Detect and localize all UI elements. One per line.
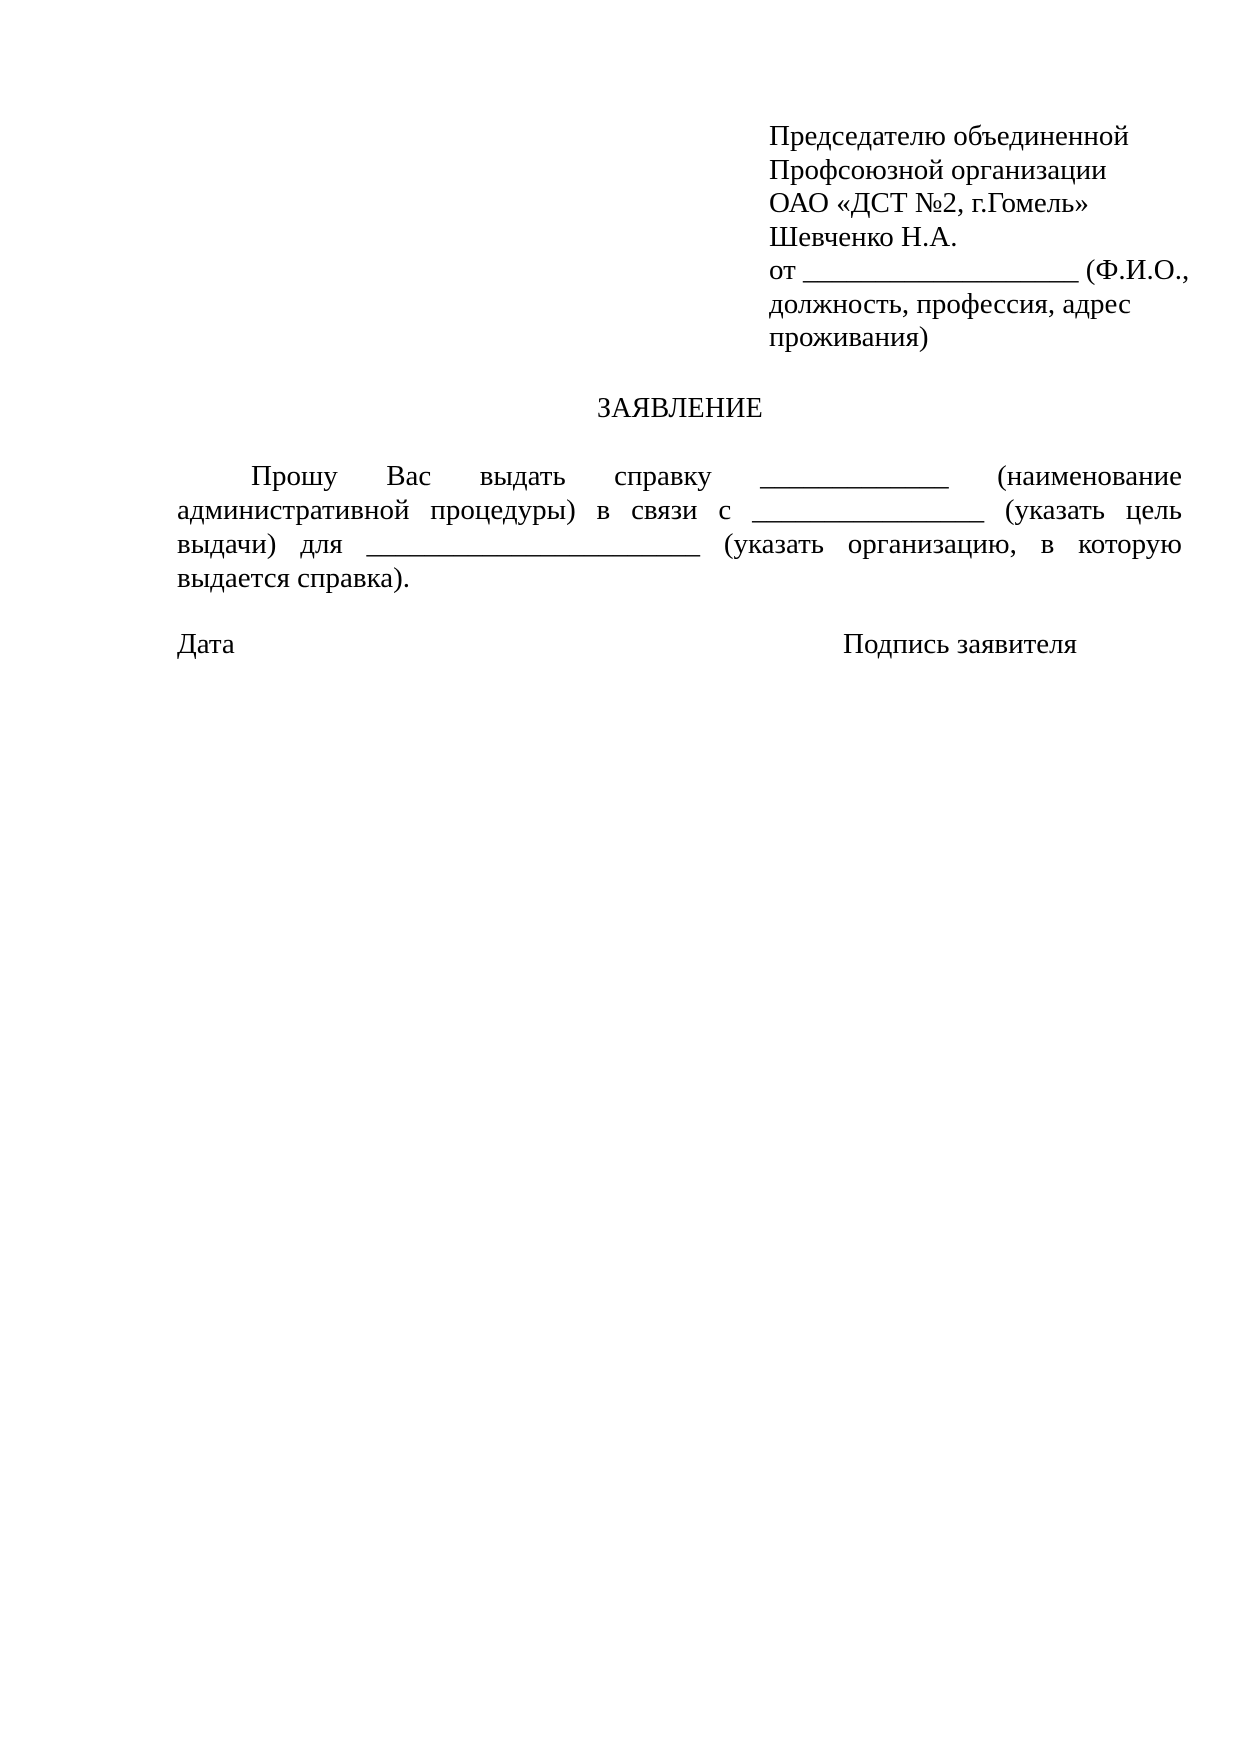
word: Прошу — [251, 460, 338, 492]
word: выдается справка). — [177, 562, 411, 594]
blank-line: ________________ — [752, 494, 985, 526]
word: выдачи) — [177, 528, 277, 560]
word: Вас — [386, 460, 432, 492]
word: в — [1040, 528, 1055, 560]
word: (указать — [723, 528, 824, 560]
paragraph-line — [177, 493, 1182, 527]
paragraph-line — [177, 561, 1182, 595]
signature-label: Подпись заявителя — [843, 628, 1077, 660]
word: в — [596, 494, 611, 526]
blank-line: _______________________ — [366, 528, 701, 560]
addressee-line: от ___________________ (Ф.И.О., — [769, 254, 1190, 286]
addressee-line: проживания) — [769, 321, 929, 353]
word: процедуры) — [430, 494, 576, 526]
word: связи — [631, 494, 698, 526]
paragraph-line — [177, 527, 1182, 561]
addressee-line: должность, профессия, адрес — [769, 287, 1131, 320]
word: которую — [1078, 528, 1182, 560]
paragraph-line — [177, 459, 1182, 493]
word: организацию, — [847, 528, 1017, 560]
word: административной — [177, 494, 410, 526]
word: (указать — [1004, 494, 1106, 526]
word: цель — [1125, 494, 1182, 526]
addressee-line: Председателю объединенной — [769, 120, 1129, 152]
word: с — [718, 494, 732, 526]
word: (наименование — [997, 460, 1182, 492]
word: для — [300, 528, 343, 560]
word: выдать — [479, 460, 566, 492]
addressee-block — [769, 120, 1189, 355]
word: справку — [614, 460, 712, 492]
document-title: ЗАЯВЛЕНИЕ — [597, 393, 763, 424]
blank-line: _____________ — [760, 460, 949, 492]
date-label: Дата — [177, 628, 235, 660]
addressee-line: ОАО «ДСТ №2, г.Гомель» — [769, 187, 1089, 219]
request-paragraph — [177, 459, 1182, 595]
addressee-line: Шевченко Н.А. — [769, 220, 958, 253]
addressee-line: Профсоюзной организации — [769, 153, 1107, 186]
